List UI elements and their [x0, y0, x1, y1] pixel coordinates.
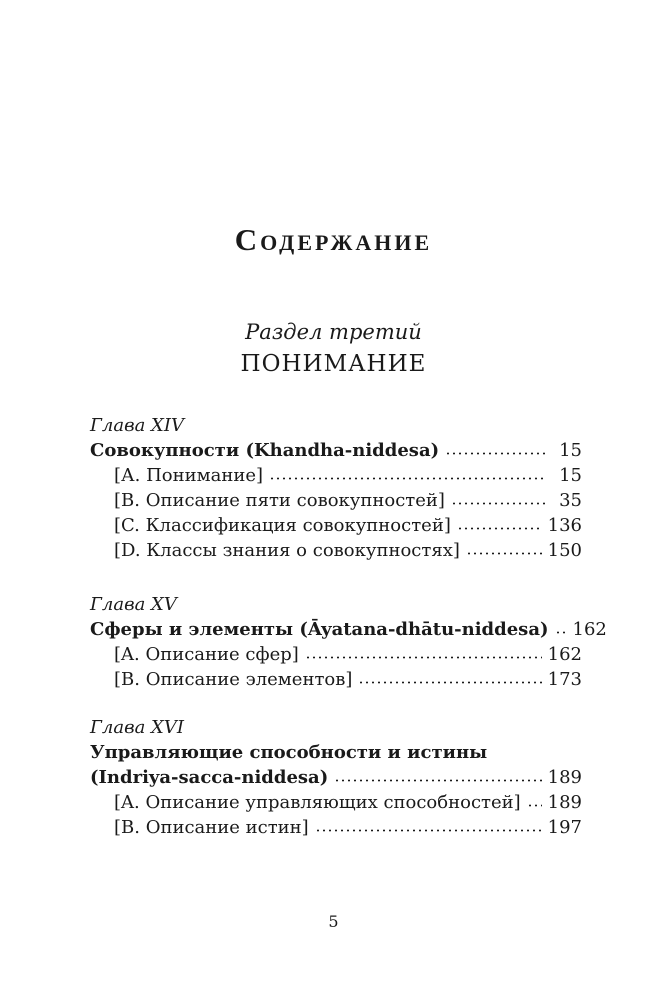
toc-entry[interactable] — [90, 790, 582, 815]
chapter-label: Глава XVI — [90, 717, 184, 738]
dot-leader — [451, 502, 546, 505]
chapter-title-line1: Управляющие способности и истины — [90, 742, 488, 763]
dot-leader — [315, 829, 542, 832]
dot-leader — [445, 452, 546, 455]
toc-entry[interactable] — [90, 667, 582, 692]
toc-entry[interactable] — [90, 538, 582, 563]
toc-entry-chapter[interactable] — [90, 438, 582, 463]
section-subtitle: Раздел третий — [245, 320, 422, 344]
chapter-label: Глава XV — [90, 594, 177, 615]
toc-entry[interactable] — [90, 815, 582, 840]
chapter-title: Совокупности (Khandha-niddesa) — [90, 440, 440, 461]
page-number: 15 — [559, 465, 582, 486]
dot-leader — [466, 552, 542, 555]
page-number: 150 — [547, 540, 582, 561]
page-number: 136 — [547, 515, 582, 536]
dot-leader — [358, 681, 541, 684]
toc-entry[interactable] — [90, 463, 582, 488]
entry-title: [B. Описание истин] — [114, 817, 309, 838]
entry-title: [A. Описание управляющих способностей] — [114, 792, 521, 813]
dot-leader — [269, 477, 546, 480]
entry-title: [А. Понимание] — [114, 465, 264, 486]
entry-title: [A. Описание сфер] — [114, 644, 299, 665]
entry-title: [D. Классы знания о совокупностях] — [114, 540, 460, 561]
page-number: 162 — [572, 619, 607, 640]
toc-entry-chapter[interactable] — [90, 617, 607, 642]
toc-entry[interactable] — [90, 642, 582, 667]
page-number: 189 — [547, 792, 582, 813]
page-number: 189 — [547, 767, 582, 788]
page-number-footer: 5 — [328, 912, 339, 931]
dot-leader — [555, 631, 567, 634]
entry-title: [C. Классификация совокупностей] — [114, 515, 451, 536]
toc-entry[interactable] — [90, 488, 582, 513]
page-number: 15 — [559, 440, 582, 461]
chapter-title-line2: (Indriya-sacca-niddesa) — [90, 767, 329, 788]
chapter-title: Сферы и элементы (Āyatana-dhātu-niddesa) — [90, 619, 549, 640]
chapter-label: Глава XIV — [90, 415, 184, 436]
page-title: Содержание — [234, 222, 433, 257]
page-number: 162 — [547, 644, 582, 665]
dot-leader — [527, 804, 542, 807]
dot-leader — [305, 656, 542, 659]
section-name: ПОНИМАНИЕ — [240, 351, 427, 377]
entry-title: [B. Описание элементов] — [114, 669, 353, 690]
chapter-xv — [90, 592, 607, 692]
toc-entry-chapter[interactable] — [90, 765, 582, 790]
page-number: 173 — [547, 669, 582, 690]
chapter-xiv — [90, 413, 582, 563]
toc-entry[interactable] — [90, 513, 582, 538]
dot-leader — [334, 779, 541, 782]
page-number: 35 — [559, 490, 582, 511]
dot-leader — [457, 527, 542, 530]
chapter-xvi — [90, 715, 582, 840]
page-number: 197 — [547, 817, 582, 838]
entry-title: [B. Описание пяти совокупностей] — [114, 490, 445, 511]
